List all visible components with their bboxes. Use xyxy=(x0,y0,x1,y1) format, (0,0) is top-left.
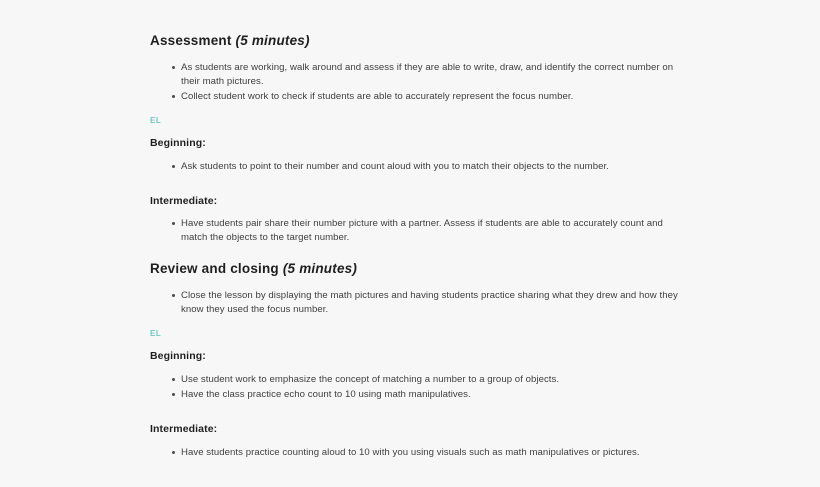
spacer xyxy=(150,186,680,195)
review-bullet-list xyxy=(150,289,680,317)
section-heading-assessment xyxy=(150,33,680,50)
list-item: Ask students to point to their number and count aloud with you to match their objects to the number. xyxy=(150,160,680,174)
assessment-bullet-list xyxy=(150,61,680,104)
section-title: Assessment xyxy=(150,33,232,48)
spacer xyxy=(150,414,680,423)
document-content xyxy=(150,33,680,471)
list-item: As students are working, walk around and assess if they are able to write, draw, and identify the correct number on their math pictures. xyxy=(150,61,680,89)
list-item: Have students practice counting aloud to 10 with you using visuals such as math manipulatives or pictures. xyxy=(150,446,680,460)
section-heading-review-and-closing xyxy=(150,261,680,278)
list-item: Have the class practice echo count to 10 using math manipulatives. xyxy=(150,388,680,402)
section-duration: (5 minutes) xyxy=(235,33,310,48)
list-item: Use student work to emphasize the concept of matching a number to a group of objects. xyxy=(150,373,680,387)
review-beginning-bullet-list xyxy=(150,373,680,402)
sub-heading-intermediate-review: Intermediate: xyxy=(150,422,218,435)
list-item: Have students pair share their number picture with a partner. Assess if students are able to accurately count and match the objects to the target number. xyxy=(150,217,680,245)
sub-heading-beginning-assessment: Beginning: xyxy=(150,137,206,150)
el-tag-review: EL xyxy=(150,328,162,338)
section-duration: (5 minutes) xyxy=(282,261,358,277)
list-item: Collect student work to check if students are able to accurately represent the focus number. xyxy=(150,90,680,104)
section-title: Review and closing xyxy=(150,261,279,277)
list-item: Close the lesson by displaying the math pictures and having students practice sharing what they drew and how they know they used the focus number. xyxy=(150,289,680,317)
sub-heading-intermediate-assessment: Intermediate: xyxy=(150,194,218,207)
review-intermediate-bullet-list xyxy=(150,446,680,460)
assessment-intermediate-bullet-list xyxy=(150,217,680,245)
assessment-beginning-bullet-list xyxy=(150,160,680,174)
sub-heading-beginning-review: Beginning: xyxy=(150,350,206,363)
el-tag-assessment: EL xyxy=(150,115,162,125)
